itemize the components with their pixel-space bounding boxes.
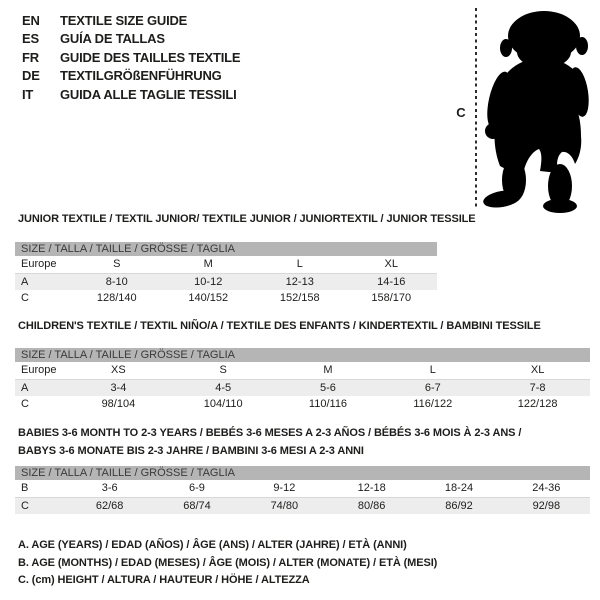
children-table-title: CHILDREN'S TEXTILE / TEXTIL NIÑO/A / TEXTILE DES ENFANTS / KINDERTEXTIL / BAMBINI TESSILE (18, 320, 541, 332)
row-label: C (21, 292, 29, 304)
legend-line-a: A. AGE (YEARS) / EDAD (AÑOS) / ÂGE (ANS) / ALTER (JAHRE) / ETÀ (ANNI) (18, 539, 407, 551)
language-row (22, 67, 240, 85)
age-cell: 10-12 (194, 276, 223, 288)
age-cell: 8-10 (105, 276, 128, 288)
row-label: Europe (21, 364, 57, 376)
babies-table-title-line1: BABIES 3-6 MONTH TO 2-3 YEARS / BEBÉS 3-6 MESES A 2-3 AÑOS / BÉBÉS 3-6 MOIS À 2-3 ANS / (18, 427, 522, 439)
size-header-bar: SIZE / TALLA / TAILLE / GRÖSSE / TAGLIA (15, 348, 590, 362)
guide-title: TEXTILGRÖßENFÜHRUNG (60, 68, 222, 84)
size-cell: L (296, 258, 303, 270)
guide-title: GUÍA DE TALLAS (60, 31, 165, 47)
language-title-list (22, 12, 240, 104)
row-label: Europe (21, 258, 57, 270)
height-cell: 62/68 (95, 500, 124, 512)
height-cell: 116/122 (413, 398, 453, 410)
age-cell: 6-9 (189, 482, 205, 494)
height-cell: 128/140 (96, 292, 137, 304)
children-size-table (15, 348, 590, 413)
height-measure-dashed-line (475, 8, 477, 209)
junior-size-table (15, 242, 437, 307)
age-cell: 24-36 (532, 482, 561, 494)
age-cell: 7-8 (529, 382, 546, 394)
legend-line-b: B. AGE (MONTHS) / EDAD (MESES) / ÂGE (MOIS) / ALTER (MONATE) / ETÀ (MESI) (18, 556, 438, 569)
age-cell: 5-6 (320, 382, 336, 394)
size-cell: XS (111, 364, 126, 376)
language-code: DE (22, 68, 40, 84)
height-cell: 158/170 (371, 292, 412, 304)
age-cell: 9-12 (273, 482, 296, 494)
height-cell: 92/98 (532, 500, 561, 512)
age-cell: 12-18 (357, 482, 386, 494)
size-cell: S (219, 364, 227, 376)
language-row (22, 49, 240, 67)
legend (18, 537, 437, 590)
table-row (15, 396, 590, 413)
age-cell: 3-6 (101, 482, 118, 494)
age-cell: 3-4 (110, 382, 127, 394)
height-cell: 74/80 (270, 500, 299, 512)
height-cell: 104/110 (203, 398, 243, 410)
junior-table-title: JUNIOR TEXTILE / TEXTIL JUNIOR/ TEXTILE JUNIOR / JUNIORTEXTIL / JUNIOR TESSILE (18, 213, 476, 225)
row-label: A (21, 382, 29, 394)
height-cell: 140/152 (188, 292, 229, 304)
size-cell: XL (384, 258, 398, 270)
size-cell: M (203, 258, 213, 270)
row-label: A (21, 276, 29, 288)
age-cell: 18-24 (444, 482, 474, 494)
language-code: FR (22, 49, 39, 65)
height-measure-label: C (456, 105, 466, 120)
height-cell: 86/92 (445, 500, 473, 512)
table-row (15, 497, 590, 514)
age-cell: 14-16 (377, 276, 406, 288)
height-cell: 152/158 (279, 292, 320, 304)
row-label: C (21, 398, 29, 410)
age-cell: 6-7 (424, 382, 441, 394)
babies-size-table (15, 466, 590, 514)
size-header-bar: SIZE / TALLA / TAILLE / GRÖSSE / TAGLIA (15, 466, 590, 480)
height-cell: 122/128 (517, 398, 558, 410)
table-row (15, 480, 590, 497)
height-cell: 68/74 (183, 500, 211, 512)
height-cell: 80/86 (357, 500, 386, 512)
baby-silhouette-icon (478, 4, 596, 214)
language-code: EN (22, 13, 40, 28)
legend-line-c: C. (cm) HEIGHT / ALTURA / HAUTEUR / HÖHE / ALTEZZA (18, 574, 310, 586)
row-label: C (21, 500, 29, 512)
height-cell: 110/116 (308, 398, 348, 410)
guide-title: GUIDE DES TAILLES TEXTILE (60, 49, 241, 65)
guide-title: TEXTILE SIZE GUIDE (60, 13, 188, 28)
size-header-bar: SIZE / TALLA / TAILLE / GRÖSSE / TAGLIA (15, 242, 437, 256)
table-row (15, 379, 590, 396)
guide-title: GUIDA ALLE TAGLIE TESSILI (60, 86, 237, 102)
table-row (15, 362, 590, 379)
size-cell: S (113, 258, 121, 270)
babies-table-title-line2: BABYS 3-6 MONATE BIS 2-3 JAHRE / BAMBINI 3-6 MESI A 2-3 ANNI (18, 444, 364, 457)
language-row (22, 86, 240, 104)
age-cell: 12-13 (285, 276, 314, 288)
size-cell: M (323, 364, 333, 376)
table-row (15, 256, 437, 273)
table-row (15, 290, 437, 307)
height-cell: 98/104 (101, 398, 136, 410)
table-row (15, 273, 437, 290)
language-row (22, 12, 240, 30)
size-cell: L (429, 364, 436, 376)
language-code: ES (22, 31, 39, 47)
babies-table-title (18, 425, 521, 460)
age-cell: 4-5 (215, 382, 232, 394)
row-label: B (21, 482, 29, 494)
size-cell: XL (530, 364, 545, 376)
language-row (22, 30, 240, 48)
language-code: IT (22, 86, 34, 102)
